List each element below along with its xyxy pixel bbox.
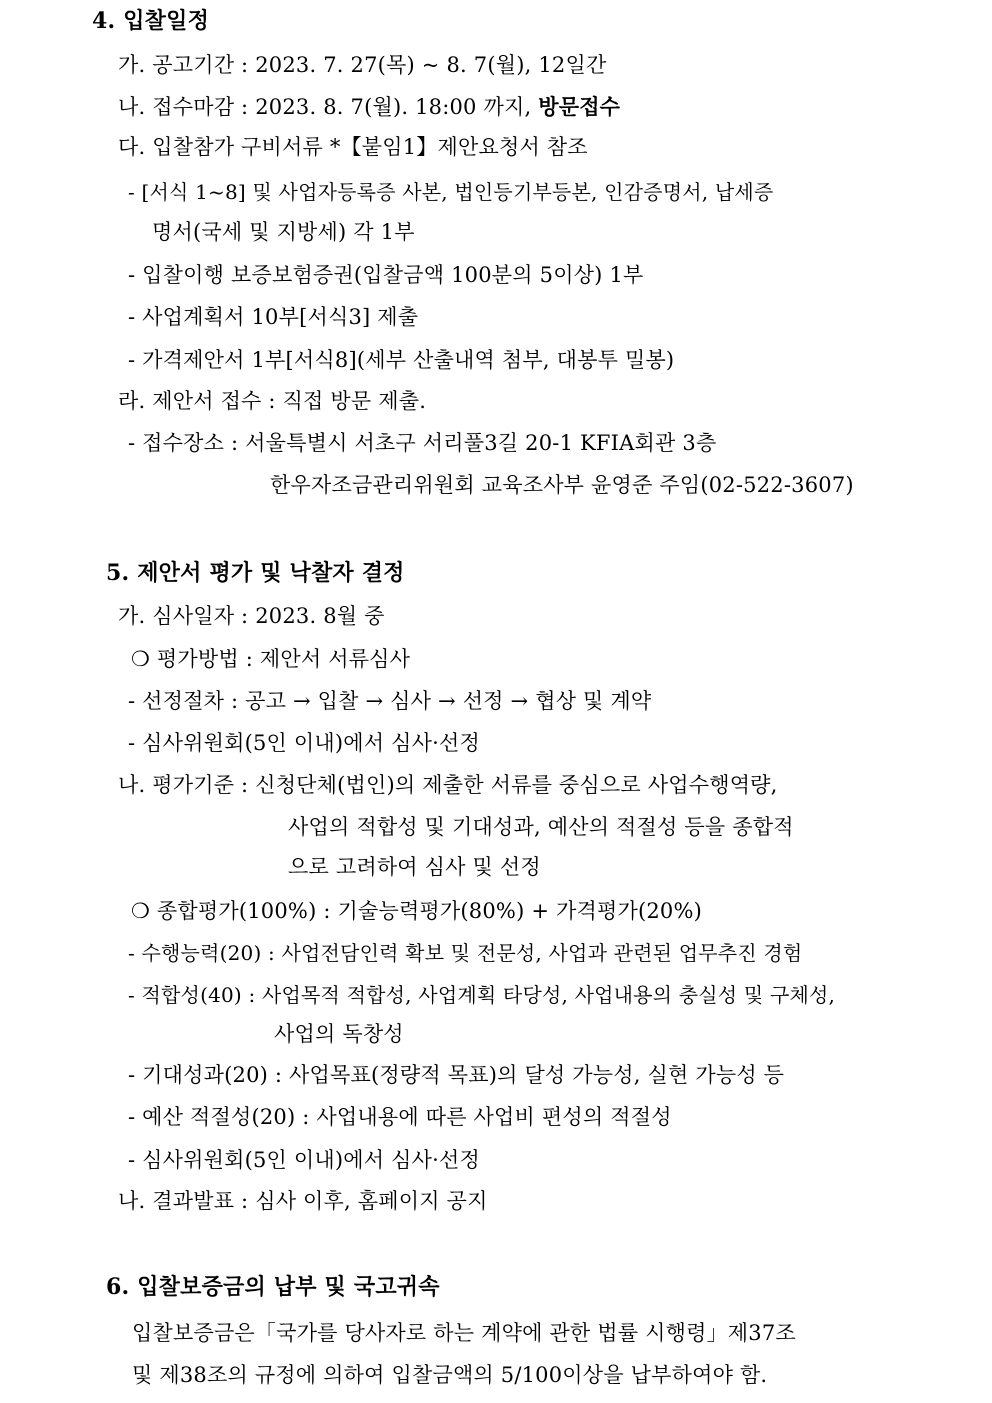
s4-d2-line: - 입찰이행 보증보험증권(입찰금액 100분의 5이상) 1부 xyxy=(128,263,644,287)
s4-na-text: 나. 접수마감 : 2023. 8. 7(월). 18:00 까지, xyxy=(118,95,539,119)
s4-na-line xyxy=(118,92,620,122)
s4-d4-line: - 가격제안서 1부[서식8](세부 산출내역 첨부, 대봉투 밀봉) xyxy=(128,348,675,372)
s5-na-line-c: 으로 고려하여 심사 및 선정 xyxy=(288,855,541,879)
s5-n4-line: - 예산 적절성(20) : 사업내용에 따른 사업비 편성의 적절성 xyxy=(128,1105,672,1129)
s5-na2-line: 나. 결과발표 : 심사 이후, 홈페이지 공지 xyxy=(118,1189,488,1213)
s5-n1-line: - 수행능력(20) : 사업전담인력 확보 및 전문성, 사업과 관련된 업무추진 경험 xyxy=(128,941,803,965)
s4-r1-line-b: 한우자조금관리위원회 교육조사부 윤영준 주임(02-522-3607) xyxy=(270,473,854,497)
s6-paragraph-line-b: 및 제38조의 규정에 의하여 입찰금액의 5/100이상을 납부하여야 함. xyxy=(132,1363,768,1387)
s5-n2-line-a: - 적합성(40) : 사업목적 적합성, 사업계획 타당성, 사업내용의 충실성 및 구체성, xyxy=(128,983,836,1007)
s5-na-line-a: 나. 평가기준 : 신청단체(법인)의 제출한 서류를 중심으로 사업수행역량, xyxy=(118,773,778,797)
s5-n3-line: - 기대성과(20) : 사업목표(정량적 목표)의 달성 가능성, 실현 가능성 등 xyxy=(128,1063,785,1087)
s4-d1-line-b: 명서(국세 및 지방세) 각 1부 xyxy=(152,220,415,244)
s4-ga-line: 가. 공고기간 : 2023. 7. 27(목) ~ 8. 7(월), 12일간 xyxy=(118,53,607,77)
s5-ga-line: 가. 심사일자 : 2023. 8월 중 xyxy=(118,604,385,628)
s5-total-eval-line: ❍ 종합평가(100%) : 기술능력평가(80%) + 가격평가(20%) xyxy=(131,899,703,923)
s4-d1-line-a: - [서식 1~8] 및 사업자등록증 사본, 법인등기부등본, 인감증명서, 납세증 xyxy=(128,180,774,204)
section-5-title: 5. 제안서 평가 및 낙찰자 결정 xyxy=(106,560,405,586)
s4-na-bold: 방문접수 xyxy=(538,94,621,119)
s5-method-line: ❍ 평가방법 : 제안서 서류심사 xyxy=(131,647,411,671)
s4-r1-line-a: - 접수장소 : 서울특별시 서초구 서리풀3길 20-1 KFIA회관 3층 xyxy=(128,431,717,455)
section-6-title: 6. 입찰보증금의 납부 및 국고귀속 xyxy=(106,1274,440,1300)
s5-na-line-b: 사업의 적합성 및 기대성과, 예산의 적절성 등을 종합적 xyxy=(288,815,794,839)
s6-paragraph-line-a: 입찰보증금은「국가를 당사자로 하는 계약에 관한 법률 시행령」제37조 xyxy=(132,1321,796,1345)
s4-d3-line: - 사업계획서 10부[서식3] 제출 xyxy=(128,305,419,329)
s4-ra-line: 라. 제안서 접수 : 직접 방문 제출. xyxy=(118,389,427,413)
s4-da-line: 다. 입찰참가 구비서류 *【붙임1】제안요청서 참조 xyxy=(118,135,588,159)
s5-n5-line: - 심사위원회(5인 이내)에서 심사·선정 xyxy=(128,1148,480,1172)
section-4-title: 4. 입찰일정 xyxy=(92,8,210,34)
s5-n2-line-b: 사업의 독창성 xyxy=(274,1022,404,1046)
s5-g1-line: - 선정절차 : 공고 → 입찰 → 심사 → 선정 → 협상 및 계약 xyxy=(128,689,652,713)
s5-g2-line: - 심사위원회(5인 이내)에서 심사·선정 xyxy=(128,731,480,755)
